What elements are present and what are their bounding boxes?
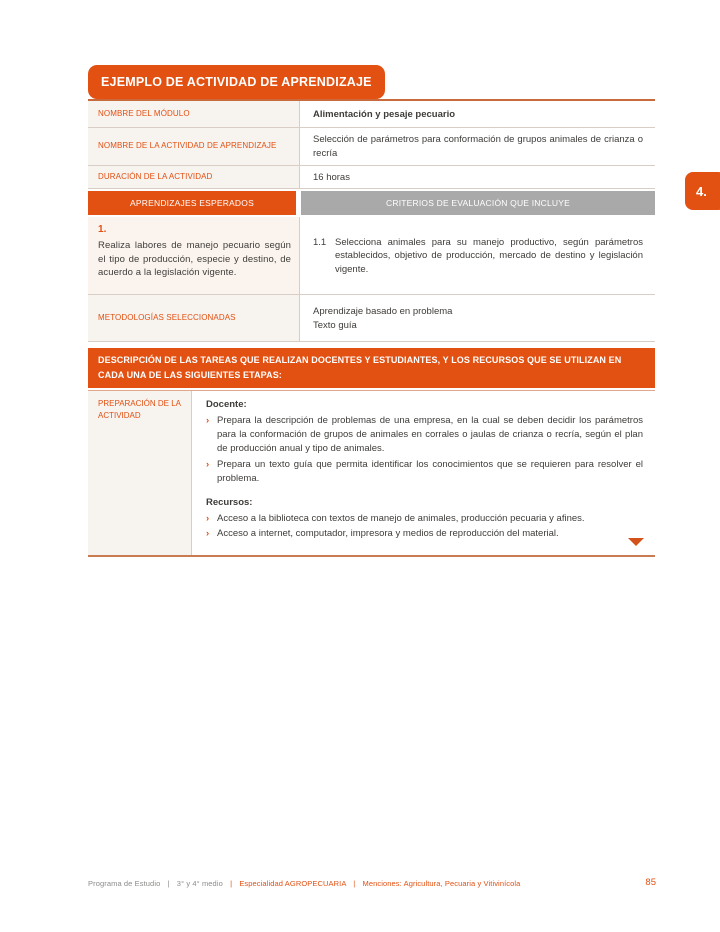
activity-name-value	[300, 128, 655, 165]
description-banner: DESCRIPCIÓN DE LAS TAREAS QUE REALIZAN DOCENTES Y ESTUDIANTES, Y LOS RECURSOS QUE SE UTILIZAN EN CADA UNA DE LAS SIGUIENTES ETAPAS:	[88, 348, 655, 388]
table-row	[88, 128, 655, 166]
duration-text: 16 horas	[313, 171, 350, 183]
methodology-item: Texto guía	[313, 319, 357, 331]
footer-program: Programa de Estudio	[88, 879, 161, 888]
bullet-chevron-icon: ›	[206, 512, 210, 524]
learning-content-row	[88, 217, 655, 295]
module-name-value	[300, 101, 655, 127]
activity-name-text: Selección de parámetros para conformación de grupos animales de crianza o recría	[313, 134, 643, 159]
expected-learning-cell	[88, 217, 300, 294]
learning-headers-row	[88, 189, 655, 217]
activity-table	[88, 99, 655, 557]
list-item	[206, 414, 643, 457]
expected-learnings-header: APRENDIZAJES ESPERADOS	[88, 191, 296, 215]
footer-specialty: Especialidad AGROPECUARIA	[239, 879, 347, 888]
evaluation-criteria-header: CRITERIOS DE EVALUACIÓN QUE INCLUYE	[301, 191, 655, 215]
docente-heading: Docente:	[206, 399, 247, 411]
methodology-item: Aprendizaje basado en problema	[313, 306, 453, 318]
methodologies-row	[88, 295, 655, 342]
footer-mentions: Menciones: Agricultura, Pecuaria y Vitivinícola	[362, 879, 521, 888]
module-name-text: Alimentación y pesaje pecuario	[313, 108, 456, 120]
duration-value	[300, 166, 655, 189]
methodologies-label: METODOLOGÍAS SELECCIONADAS	[88, 295, 300, 341]
preparation-row	[88, 390, 655, 557]
methodologies-value	[300, 295, 655, 341]
footer-separator: |	[230, 879, 233, 888]
footer-separator: |	[167, 879, 170, 888]
footer-separator: |	[353, 879, 356, 888]
table-row	[88, 166, 655, 190]
docente-bullet-text: Prepara la descripción de problemas de una empresa, en la cual se deben decidir los parámetros para la conformación de grupos de animales en corrales o jaulas de crianza o recría, según el plan de producción anual y tipo de animales.	[217, 414, 643, 455]
preparation-label: PREPARACIÓN DE LA ACTIVIDAD	[88, 391, 192, 555]
learning-text: Realiza labores de manejo pecuario según el tipo de producción, especie y destino, de acuerdo a la legislación vigente.	[98, 240, 291, 278]
recursos-bullet-text: Acceso a internet, computador, impresora y medios de reproducción del material.	[217, 528, 559, 540]
bullet-chevron-icon: ›	[206, 414, 210, 426]
chapter-number: 4.	[696, 183, 707, 199]
bullet-chevron-icon: ›	[206, 458, 210, 470]
activity-title: EJEMPLO DE ACTIVIDAD DE APRENDIZAJE	[101, 75, 372, 89]
list-item	[206, 527, 643, 541]
recursos-bullet-text: Acceso a la biblioteca con textos de manejo de animales, producción pecuaria y afines.	[217, 512, 585, 524]
recursos-heading: Recursos:	[206, 497, 253, 509]
duration-label: DURACIÓN DE LA ACTIVIDAD	[88, 166, 300, 189]
bullet-chevron-icon: ›	[206, 528, 210, 540]
chapter-side-tab	[685, 172, 720, 210]
preparation-content	[192, 391, 655, 555]
criteria-cell	[300, 217, 655, 294]
activity-title-tab	[88, 65, 385, 99]
footer-grades: 3° y 4° medio	[176, 879, 223, 888]
continuation-arrow-icon	[628, 538, 644, 546]
table-row	[88, 101, 655, 128]
page-number: 85	[645, 877, 656, 888]
list-item	[206, 512, 643, 526]
page-footer	[88, 879, 520, 888]
activity-name-label: NOMBRE DE LA ACTIVIDAD DE APRENDIZAJE	[88, 128, 300, 165]
module-name-label: NOMBRE DEL MÓDULO	[88, 101, 300, 127]
docente-bullet-text: Prepara un texto guía que permita identificar los conocimientos que se requieren para resolver el problema.	[217, 458, 643, 484]
list-item	[206, 458, 643, 487]
criteria-text: Selecciona animales para su manejo productivo, según parámetros establecidos, objetivo de producción, mercado de destino y legislación vigente.	[335, 236, 643, 276]
learning-number: 1.	[98, 224, 107, 236]
criteria-number: 1.1	[313, 236, 327, 248]
